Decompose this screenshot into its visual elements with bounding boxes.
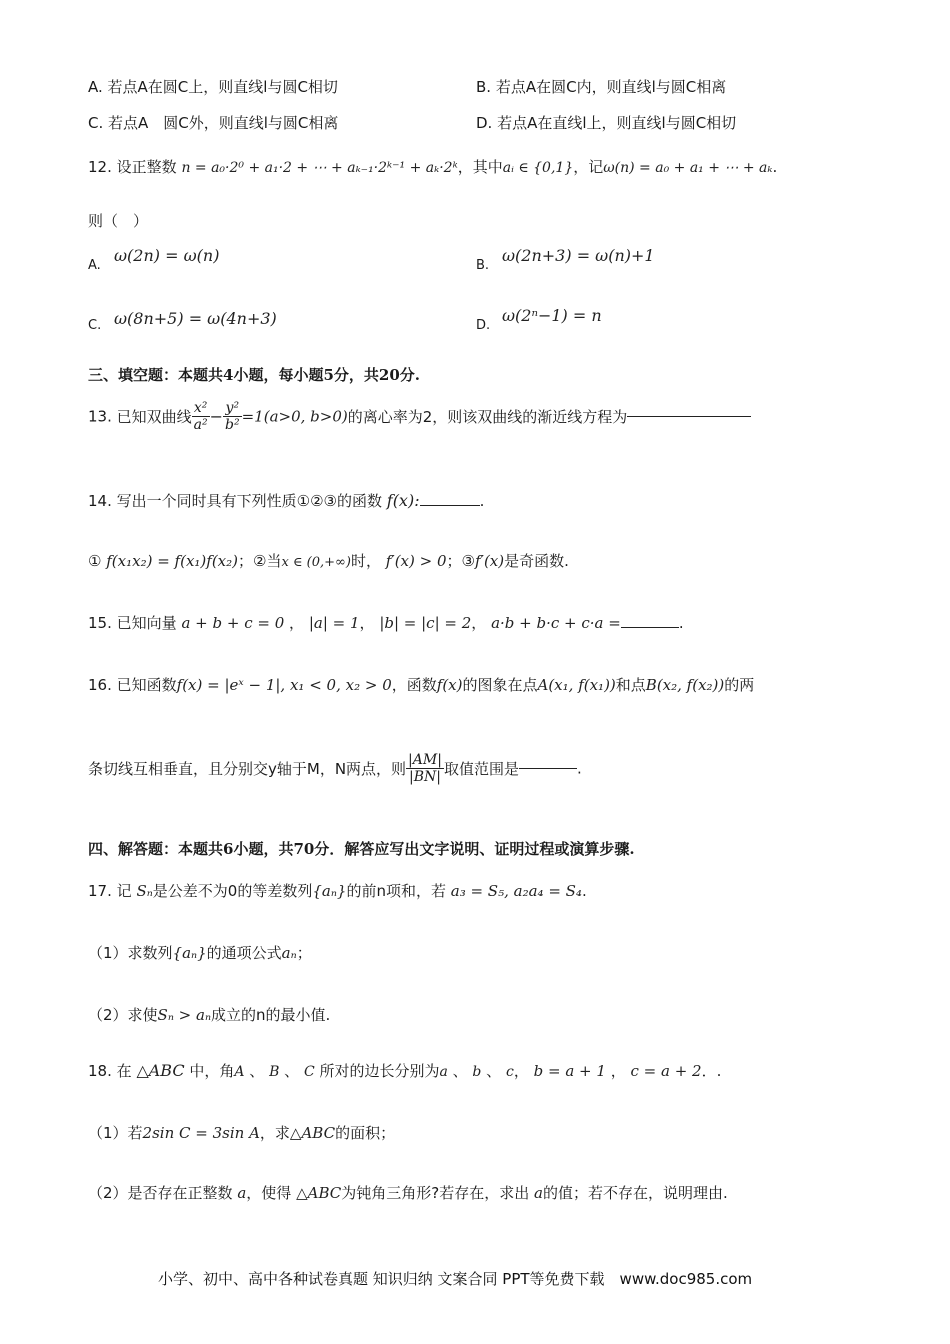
q12-n-expression: n = a₀·2⁰ + a₁·2 + ⋯ + aₖ₋₁·2ᵏ⁻¹ + aₖ·2ᵏ xyxy=(181,160,458,176)
q13-answer-blank xyxy=(627,416,751,417)
q12-option-b: B. xyxy=(476,258,490,273)
q18-part1: （1）若2sin C = 3sin A，求△ABC的面积； xyxy=(88,1124,396,1142)
q16-ratio: $\frac{|AM|}{|BN|}$ xyxy=(408,752,442,786)
q15-answer-blank xyxy=(621,627,679,628)
q12-omega-definition: ω(n) = a₀ + a₁ + ⋯ + aₖ xyxy=(603,160,773,176)
section-4-title: 四、解答题：本题共6小题，共70分．解答应写出文字说明、证明过程或演算步骤. xyxy=(88,840,635,858)
q12-option-a-expr: ω(2n) = ω(n) xyxy=(114,246,220,265)
q14-stem: 14. 写出一个同时具有下列性质①②③的函数 f(x): . xyxy=(88,491,485,510)
q18-part2: （2）是否存在正整数 a，使得 △ABC为钝角三角形?若存在，求出 a的值；若不存在，说明理由. xyxy=(88,1184,728,1202)
q13-frac-x: $\frac{\text{x²}}{\text{a²}}$ xyxy=(193,400,208,434)
q12-stem: 12. 设正整数 n = a₀·2⁰ + a₁·2 + ⋯ + aₖ₋₁·2ᵏ⁻¹ + aₖ·2ᵏ，其中aᵢ ∈ {0,1}，记ω(n) = a₀ + a₁ + ⋯ + aₖ. xyxy=(88,158,778,176)
q17-part1: （1）求数列{aₙ}的通项公式aₙ； xyxy=(88,944,312,962)
q12-then: 则（ ） xyxy=(88,212,149,230)
q16-answer-blank xyxy=(519,768,577,769)
section-3-title: 三、填空题：本题共4小题，每小题5分，共20分. xyxy=(88,366,420,384)
q12-option-c-expr: ω(8n+5) = ω(4n+3) xyxy=(114,309,277,328)
q18-stem: 18. 在 △ABC 中，角A 、 B 、 C 所对的边长分别为a 、 b 、 c， b = a + 1 ， c = a + 2．. xyxy=(88,1061,722,1080)
q17-part2: （2）求使Sₙ > aₙ成立的n的最小值. xyxy=(88,1006,331,1024)
footer-ad: 小学、初中、高中各种试卷真题 知识归纳 文案合同 PPT等免费下载 www.doc985.com xyxy=(158,1270,753,1288)
q13-stem: 13. 已知双曲线 $\frac{\text{x²}}{\text{a²}}$ − $\frac{\text{y²}}{\text{b²}}$ =1(a>0, b>0)的离心率为2，则该双曲线的渐近线方程为 xyxy=(88,400,751,433)
q12-option-d: D. xyxy=(476,318,491,333)
q15-stem: 15. 已知向量 a + b + c = 0 ， |a| = 1， |b| = |c| = 2， a·b + b·c + c·a = . xyxy=(88,614,684,632)
q11-option-d: D. 若点A在直线l上，则直线l与圆C相切 xyxy=(476,114,737,132)
q13-frac-y: $\frac{\text{y²}}{\text{b²}}$ xyxy=(225,400,240,434)
q11-option-c: C. 若点A 圆C外，则直线l与圆C相离 xyxy=(88,114,339,132)
q12-option-a: A. xyxy=(88,258,101,273)
q17-stem: 17. 记 Sₙ是公差不为0的等差数列{aₙ}的前n项和，若 a₃ = S₅, a₂a₄ = S₄. xyxy=(88,882,587,900)
q12-option-c: C. xyxy=(88,318,102,333)
q11-option-a: A. 若点A在圆C上，则直线l与圆C相切 xyxy=(88,78,338,96)
q12-option-d-expr: ω(2ⁿ−1) = n xyxy=(502,306,602,325)
q14-answer-blank xyxy=(420,505,480,506)
q11-option-b: B. 若点A在圆C内，则直线l与圆C相离 xyxy=(476,78,727,96)
q16-stem-line2: 条切线互相垂直，且分别交y轴于M，N两点，则 $\frac{|AM|}{|BN|}$ 取值范围是 . xyxy=(88,752,582,786)
q12-option-b-expr: ω(2n+3) = ω(n)+1 xyxy=(502,246,655,265)
q12-condition: aᵢ ∈ {0,1} xyxy=(502,160,574,176)
q16-stem-line1: 16. 已知函数f(x) = |eˣ − 1|, x₁ < 0, x₂ > 0，函数f(x)的图象在点A(x₁, f(x₁))和点B(x₂, f(x₂))的两 xyxy=(88,676,755,694)
q14-properties: ① f(x₁x₂) = f(x₁)f(x₂)；②当x ∈ (0,+∞)时， f′(x) > 0；③f′(x)是奇函数. xyxy=(88,552,569,570)
